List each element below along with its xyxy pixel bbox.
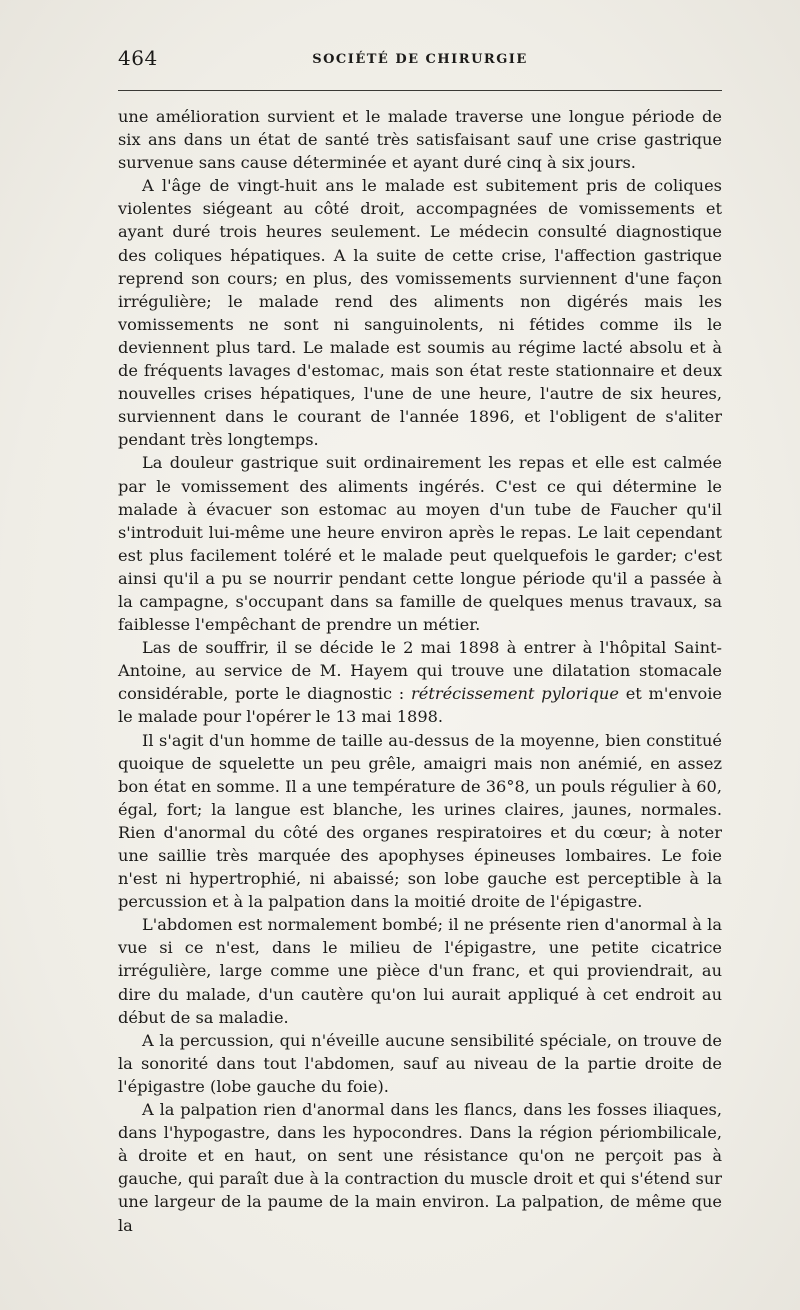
paragraph: Il s'agit d'un homme de taille au-dessus de la moyenne, bien constitué quoique de squelette un peu grêle, amaigri mais non anémié, en assez bon état en somme. Il a une température de 36°8, un pouls régulier à 60, égal, fort; la langue est blanche, les urines claires, jaunes, normales. Rien d'anormal du côté des organes respiratoires et du cœur; à noter une saillie très marquée des apophyses épineuses lombaires. Le foie n'est ni hypertrophié, ni abaissé; son lobe gauche est perceptible à la percussion et à la palpation dans la moitié droite de l'épigastre. (118, 730, 722, 912)
running-title: SOCIÉTÉ DE CHIRURGIE (312, 52, 528, 67)
paragraph-text: et m'envoie le malade pour l'opérer le 13 mai 1898. (118, 684, 723, 727)
paragraph: L'abdomen est normalement bombé; il ne présente rien d'anormal à la vue si ce n'est, dans le milieu de l'épigastre, une petite cicatrice irrégulière, large comme une pièce d'un franc, et qui proviendrait, au dire du malade, d'un cautère qu'on lui aurait appliqué à cet endroit au début de sa maladie. (118, 915, 722, 1027)
running-head (118, 44, 722, 74)
header-rule (118, 90, 722, 91)
paragraph-continued: une amélioration survient et le malade traverse une longue période de six ans dans un état de santé très satisfaisant sauf une crise gastrique survenue sans cause déterminée et ayant duré cinq à six jours. (118, 107, 722, 173)
paragraph (118, 636, 722, 728)
paragraph: A la palpation rien d'anormal dans les flancs, dans les fosses iliaques, dans l'hypogastre, dans les hypocondres. Dans la région périombilicale, à droite et en haut, on sent une résistance qu'on ne perçoit pas à gauche, qui paraît due à la contraction du muscle droit et qui s'étend sur une largeur de la paume de la main environ. La palpation, de même que la (118, 1100, 722, 1235)
page-number: 464 (118, 46, 158, 70)
body-text (118, 105, 722, 1237)
paragraph: A l'âge de vingt-huit ans le malade est subitement pris de coliques violentes siégeant au côté droit, accompagnées de vomissements et ayant duré trois heures seulement. Le médecin consulté diagnostique des coliques hépatiques. A la suite de cette crise, l'affection gastrique reprend son cours; en plus, des vomissements surviennent d'une façon irrégulière; le malade rend des aliments non digérés mais les vomissements ne sont ni sanguinolents, ni fétides comme ils le deviennent plus tard. Le malade est soumis au régime lacté absolu et à de fréquents lavages d'estomac, mais son état reste stationnaire et deux nouvelles crises hépatiques, l'une de une heure, l'autre de six heures, surviennent dans le courant de l'année 1896, et l'obligent de s'aliter pendant très longtemps. (118, 176, 722, 450)
italic-diagnosis: rétrécissement pylorique (411, 684, 619, 704)
paragraph-text: Las de souffrir, il se décide le 2 mai 1898 à entrer à l'hôpital Saint-Antoine, au service de M. Hayem qui trouve une dilatation stomacale considérable, porte le diagnostic : (118, 638, 722, 704)
paragraph: A la percussion, qui n'éveille aucune sensibilité spéciale, on trouve de la sonorité dans tout l'abdomen, sauf au niveau de la partie droite de l'épigastre (lobe gauche du foie). (118, 1030, 722, 1096)
paragraph: La douleur gastrique suit ordinairement les repas et elle est calmée par le vomissement des aliments ingérés. C'est ce qui détermine le malade à évacuer son estomac au moyen d'un tube de Faucher qu'il s'introduit lui-même une heure environ après le repas. Le lait cependant est plus facilement toléré et le malade peut quelquefois le garder; c'est ainsi qu'il a pu se nourrir pendant cette longue période qu'il a passée à la campagne, s'occupant dans sa famille de quelques menus travaux, sa faiblesse l'empêchant de prendre un métier. (118, 453, 722, 635)
